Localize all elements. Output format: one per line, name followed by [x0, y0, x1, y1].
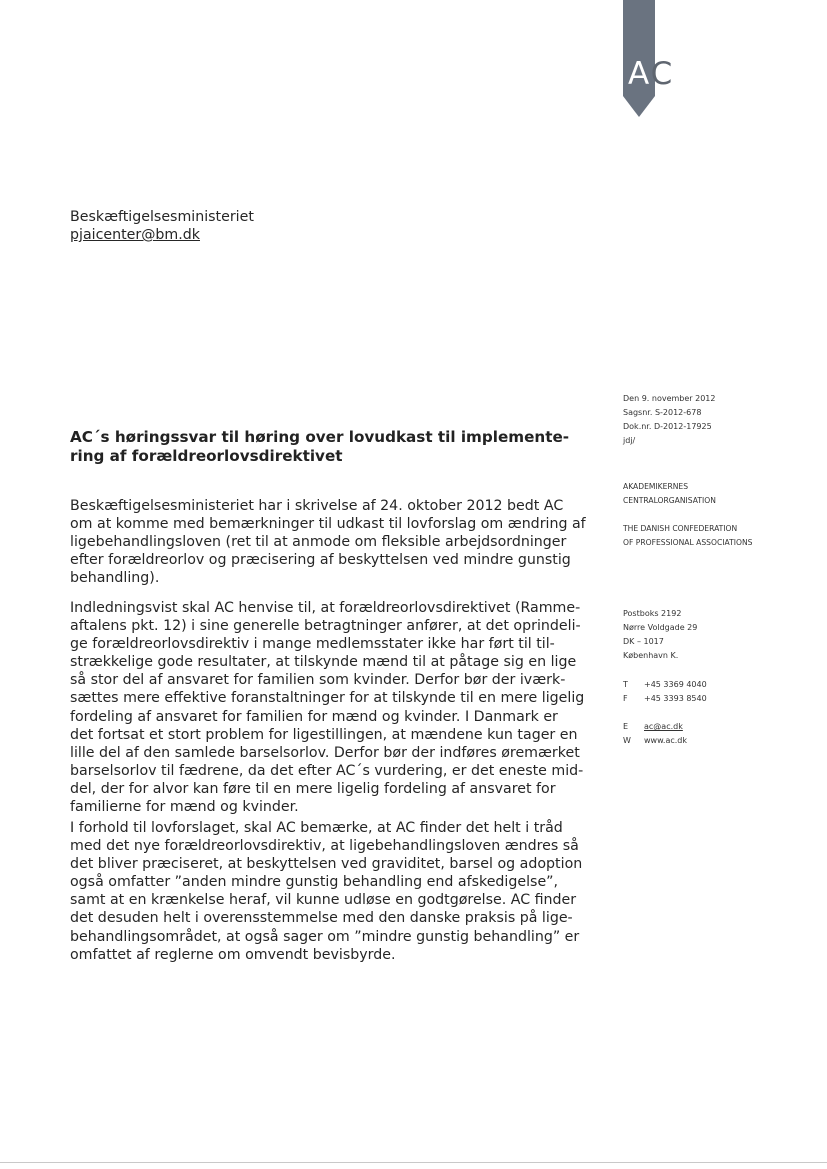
recipient-name: Beskæftigelsesministeriet: [70, 209, 254, 225]
paragraph-line: så stor del af ansvaret for familien som kvinder. Derfor bør der iværk-: [70, 672, 566, 689]
meta-document-number: Dok.nr. D-2012-17925: [623, 422, 712, 431]
page-bottom-edge: [0, 1162, 827, 1163]
paragraph-line: barselsorlov til fædrene, da det efter AC´s vurdering, er det eneste mid-: [70, 762, 584, 779]
paragraph-line: med det nye forældreorlovsdirektiv, at ligebehandlingsloven ændres så: [70, 838, 579, 855]
paragraph-line: om at komme med bemærkninger til udkast til lovforslag om ændring af: [70, 516, 586, 533]
paragraph-line: ligebehandlingsloven (ret til at anmode om fleksible arbejdsordninger: [70, 534, 567, 551]
contact-email-link[interactable]: ac@ac.dk: [644, 722, 683, 731]
org-danish-line: AKADEMIKERNES: [623, 482, 689, 491]
phone-row: [623, 678, 707, 692]
email-row: [623, 720, 707, 734]
recipient-block: [70, 208, 254, 244]
org-english-line: THE DANISH CONFEDERATION: [623, 524, 738, 533]
organisation-names: [623, 480, 752, 550]
paragraph-line: også omfatter ”anden mindre gunstig behandling end afskedigelse”,: [70, 874, 559, 891]
address-line: København K.: [623, 651, 679, 660]
paragraph-line: omfattet af reglerne om omvendt bevisbyrde.: [70, 946, 396, 963]
web-label: W: [623, 736, 631, 745]
paragraph-line: del, der for alvor kan føre til en mere ligelig fordeling af ansvaret for: [70, 780, 556, 797]
paragraph-line: ge forældreorlovsdirektiv i mange medlemsstater ikke har ført til til-: [70, 636, 555, 653]
title-line: ring af forældreorlovsdirektivet: [70, 447, 343, 465]
meta-date: Den 9. november 2012: [623, 394, 716, 403]
document-meta: [623, 392, 715, 448]
paragraph-line: fordeling af ansvaret for familien for mænd og kvinder. I Danmark er: [70, 708, 558, 725]
title-line: AC´s høringssvar til høring over lovudkast til implemente-: [70, 428, 570, 446]
org-english-line: OF PROFESSIONAL ASSOCIATIONS: [623, 538, 753, 547]
fax-row: [623, 692, 707, 706]
letter-title: [70, 428, 590, 466]
paragraph-line: det fortsat et stort problem for ligestillingen, at mændene kun tager en: [70, 726, 578, 743]
paragraph-line: sættes mere effektive foranstaltninger for at tilskynde til en mere ligelig: [70, 690, 585, 707]
paragraph-line: behandling).: [70, 570, 160, 587]
meta-case-number: Sagsnr. S-2012-678: [623, 408, 702, 417]
web-row: [623, 734, 707, 748]
fax-label: F: [623, 694, 628, 703]
address-line: Postboks 2192: [623, 609, 682, 618]
postal-address: [623, 607, 697, 663]
contact-info: [623, 678, 707, 748]
email-label: E: [623, 722, 629, 731]
paragraph-line: lille del af den samlede barselsorlov. Derfor bør der indføres øremærket: [70, 744, 580, 761]
paragraph-line: aftalens pkt. 12) i sine generelle betragtninger anfører, at det oprindeli-: [70, 618, 581, 635]
address-line: DK – 1017: [623, 637, 664, 646]
paragraph-line: strækkelige gode resultater, at tilskynde mænd til at påtage sig en lige: [70, 654, 577, 671]
recipient-email-link[interactable]: pjaicenter@bm.dk: [70, 227, 200, 243]
logo-letter-c: C: [650, 56, 675, 92]
paragraph-line: det bliver præciseret, at beskyttelsen ved graviditet, barsel og adoption: [70, 856, 583, 873]
org-danish-line: CENTRALORGANISATION: [623, 496, 716, 505]
paragraph-1: [70, 497, 590, 587]
paragraph-line: samt at en krænkelse heraf, vil kunne udløse en godtgørelse. AC finder: [70, 892, 577, 909]
fax-number: +45 3393 8540: [644, 694, 707, 703]
paragraph-line: Beskæftigelsesministeriet har i skrivelse af 24. oktober 2012 bedt AC: [70, 498, 564, 514]
phone-number: +45 3369 4040: [644, 680, 707, 689]
paragraph-line: det desuden helt i overensstemmelse med den danske praksis på lige-: [70, 910, 573, 927]
phone-label: T: [623, 680, 628, 689]
logo-letter-a: A: [628, 56, 651, 92]
paragraph-line: familierne for mænd og kvinder.: [70, 799, 299, 816]
paragraph-line: efter forældreorlov og præcisering af beskyttelsen ved mindre gunstig: [70, 552, 571, 569]
logo-letters: [628, 54, 674, 94]
address-line: Nørre Voldgade 29: [623, 623, 698, 632]
paragraph-2: [70, 599, 590, 816]
paragraph-line: I forhold til lovforslaget, skal AC bemærke, at AC finder det helt i tråd: [70, 820, 563, 836]
website-link[interactable]: www.ac.dk: [644, 736, 687, 745]
meta-initials: jdj/: [623, 436, 636, 445]
paragraph-line: Indledningsvist skal AC henvise til, at forældreorlovsdirektivet (Ramme-: [70, 600, 581, 616]
paragraph-line: behandlingsområdet, at også sager om ”mindre gunstig behandling” er: [70, 928, 580, 945]
paragraph-3: [70, 819, 590, 964]
